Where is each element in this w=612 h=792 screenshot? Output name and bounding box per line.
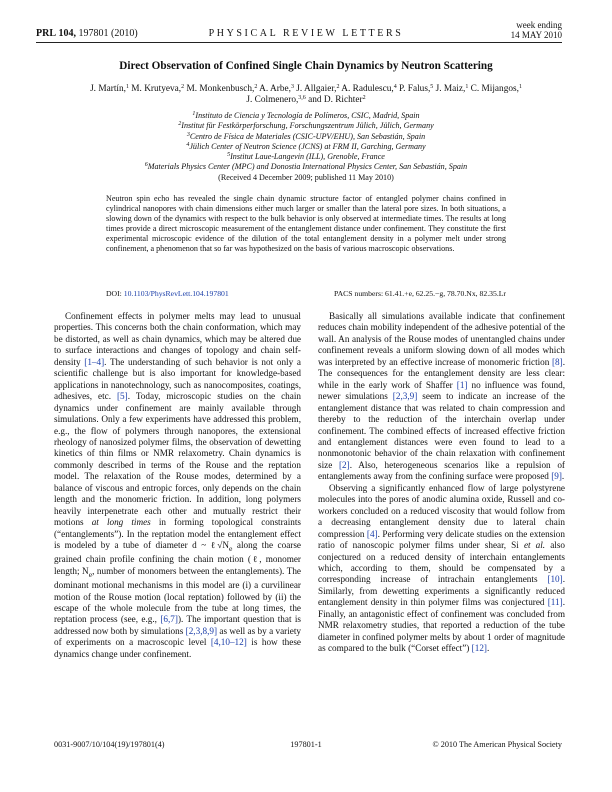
text-run: . The understanding of such behavior is not only a scientific challenge but is also important for knowledge-based applications in nanotechnology, such as nanocomposites, coatings, adhesives, etc. (54, 356, 301, 402)
author-list (50, 84, 562, 107)
text-run: ). The important question that is addressed now both by simulations (54, 614, 301, 636)
text-run: seem to indicate an increase of the entanglement distance that was related to chain compression and thereby to the reduction of the interchain overlap under confinement. The combined effects of increased effective friction and entanglement distances were even found to lead to a nonmonotonic behavior of the chain relaxation with confinement size (318, 391, 565, 470)
author: A. Radulescu, (339, 84, 394, 94)
text-run: . Performing very delicate studies on the extension ratio of nanoscopic polymer films under shear, Si (318, 528, 565, 551)
body-paragraph (318, 311, 565, 483)
author-affiliation-marker: 4 (393, 84, 397, 90)
received-dates: (Received 4 December 2009; published 11 May 2010) (218, 172, 394, 182)
affiliation (40, 162, 572, 172)
text-run: . Today, microscopic studies on the chain dynamics under confinement are mainly available through simulations. Only a few experiments have addressed this problem, e.g., the flow of polymers through nanopores, the extensional rheology of nanosized polymer films, the observation of dewetting kinetics of thin films or NMR relaxometry. Chain dynamics is commonly described in terms of the Rouse and the reptation model. The relaxation of the Rouse modes, determined by a balance of viscous and entropic forces, only depends on the chain length and the monomeric friction. In addition, long polymers heavily interpenetrate each other and mutually restrict their motions (54, 391, 302, 528)
affiliation-text: Institut für Festkörperforschung, Forschungszentrum Jülich, Jülich, Germany (181, 121, 434, 131)
body-paragraph (54, 311, 301, 660)
author: A. Arbe, (257, 84, 291, 94)
affiliation-number: 5 (227, 152, 231, 159)
citation-link[interactable]: [4,10–12] (210, 637, 247, 648)
text-run: Observing a significantly enhanced flow of large polystyrene molecules into the pores of anodic alumina oxide, Russell and co-workers concluded on a reduced viscosity that would follow from a decreasing entanglement density due to lateral chain compression (318, 482, 565, 539)
author-affiliation-marker: 2 (362, 95, 366, 102)
author-affiliation-marker: 3,6 (298, 95, 306, 102)
abstract: Neutron spin echo has revealed the single chain dynamic structure factor of entangled polymer chains confined in cylindrical nanopores with chain dimensions either much larger or smaller than the lateral pore sizes. In both situations, a slowing down of the dynamics with respect to the bulk behavior is only observed at intermediate times. The results at long times provide a direct microscopic measurement of the entanglement distance under confinement. They constitute the first experimental microscopic evidence of the dilution of the total entanglement density in a polymer melt under strong confinement, a phenomenon that so far was hypothesized on the basis of various macroscopic observations. (106, 194, 506, 254)
text-run: Basically all simulations available indicate that confinement reduces chain mobility independent of the adhesive potential of the wall. An analysis of the Rouse modes of unentangled chains under confinement reveals a uniform slowing down of all modes which was interpreted by an effective increase of monomeric friction (318, 311, 565, 367)
affiliation-number: 1 (192, 111, 196, 117)
citation-link[interactable]: [1] (456, 379, 468, 390)
citation-link[interactable]: [6,7] (160, 614, 178, 625)
text-run: Confinement effects in polymer melts may lead to unusual properties. This concerns both the chain conformation, which may be distorted, as well as chain dynamics, which may be altered due to surface interactions and changes of topology and chain self-density (54, 311, 301, 367)
journal-name: PHYSICAL REVIEW LETTERS (208, 28, 404, 39)
doi-link[interactable]: 10.1103/PhysRevLett.104.197801 (123, 289, 229, 298)
author: C. Mijangos, (468, 84, 519, 94)
journal-abbrev: PRL (36, 28, 56, 39)
week-ending-label: week ending (516, 20, 562, 30)
subscript: e (228, 543, 233, 553)
body-column-right (318, 311, 565, 655)
text-run: . Similarly, from dewetting experiments a significantly reduced entanglement density in thin polymer films was conjectured (318, 574, 565, 608)
author-affiliation-marker: 2 (254, 84, 258, 90)
header-rule (36, 42, 562, 43)
text-run: . Also, heterogeneous scenarios like a repulsion of entanglements away from the confining surface were proposed (318, 459, 565, 482)
citation-link[interactable]: [11] (547, 597, 563, 608)
citation-link[interactable]: [10] (547, 574, 563, 585)
author: J. Martín, (90, 84, 126, 94)
affiliation (40, 132, 572, 142)
author: M. Krutyeva, (128, 84, 182, 94)
issue-date-block (511, 20, 562, 40)
issn-code: 0031-9007/10/104(19)/197801(4) (54, 740, 165, 749)
author-affiliation-marker: 2 (336, 84, 340, 90)
affiliation (40, 121, 572, 131)
affiliation-text: Materials Physics Center (MPC) and Donostia International Physics Center, San Sebastián, Spain (147, 162, 468, 172)
citation-link[interactable]: [2] (338, 459, 350, 470)
citation-link[interactable]: [1–4] (84, 356, 105, 367)
affiliation (40, 142, 572, 152)
affiliation-number: 2 (178, 121, 182, 128)
body-column-left (54, 311, 301, 660)
doi-pacs-line (106, 289, 506, 298)
author-affiliation-marker: 3 (290, 84, 294, 90)
text-run: in forming topological constraints (“entanglements”). In the reptation model the entanglement effect is modeled by a tube of diameter d ~ ℓ√N (54, 517, 302, 551)
affiliation-text: Centro de Física de Materiales (CSIC-UPV/EHU), San Sebastián, Spain (189, 131, 426, 141)
affiliation-list (40, 111, 572, 183)
text-run: is how these dynamics change under confinement. (54, 637, 301, 659)
article-number: 197801 (2010) (78, 28, 138, 39)
copyright: © 2010 The American Physical Society (432, 740, 562, 749)
author-affiliation-marker: 1 (465, 84, 469, 90)
author-affiliation-marker: 5 (430, 84, 434, 90)
affiliation-number: 4 (186, 141, 190, 148)
paper-title: Direct Observation of Confined Single Chain Dynamics by Neutron Scattering (119, 60, 493, 72)
affiliation-text: Instituto de Ciencia y Tecnología de Polímeros, CSIC, Madrid, Spain (195, 111, 420, 120)
author: P. Falus, (396, 84, 431, 94)
affiliation-text: Institut Laue-Langevin (ILL), Grenoble, France (230, 152, 385, 162)
text-run: , number of monomers between the entanglements). The dominant motional mechanisms in this model are (i) a curvilinear motion of the Rouse motion (local reptation) followed by (ii) the escape of the whole molecule from the tube at long times, the reptation process (see, e.g., (54, 565, 301, 625)
affiliation-number: 3 (186, 131, 190, 138)
citation-link[interactable]: [2,3,9] (392, 391, 418, 402)
affiliation-number: 6 (144, 162, 148, 169)
doi-label: DOI: (106, 289, 122, 298)
text-run: no influence was found, newer simulations (318, 379, 565, 402)
citation-link[interactable]: [8] (551, 356, 563, 367)
author-affiliation-marker: 1 (125, 84, 129, 90)
body-paragraph (318, 483, 565, 655)
text-run: also conjectured on a reduced density of interchain entanglements which, according to them, should be compensated by a corresponding increase of intrachain entanglements (318, 540, 565, 585)
affiliation-text: Jülich Center of Neutron Science (JCNS) at FRM II, Garching, Germany (189, 141, 426, 151)
citation-link[interactable]: [9] (551, 471, 562, 482)
emphasis: et al. (523, 540, 546, 551)
citation-link[interactable]: [5] (117, 391, 128, 402)
page-number: 197801-1 (290, 740, 322, 749)
author: J. Allgaier, (293, 84, 337, 94)
text-run: as well as by a variety of experiments on a macroscopic level (54, 625, 301, 648)
text-run: . (486, 643, 490, 654)
issue-date: 14 MAY 2010 (510, 30, 562, 40)
citation-link[interactable]: [12] (471, 643, 487, 654)
subscript: e (88, 569, 93, 579)
author: J. Maiz, (433, 84, 466, 94)
citation-link[interactable]: [4] (366, 528, 378, 539)
journal-volume: 104, (58, 28, 76, 39)
text-run: . (561, 471, 565, 482)
author: M. Monkenbusch, (184, 84, 255, 94)
affiliation (40, 111, 572, 121)
pacs-numbers: PACS numbers: 61.41.+e, 62.25.−g, 78.70.Nx, 82.35.Lr (334, 289, 506, 298)
affiliation (40, 152, 572, 162)
author: and D. Richter (305, 95, 363, 106)
author-affiliation-marker: 1 (518, 84, 522, 90)
emphasis: at long times (91, 517, 151, 528)
text-run: . Finally, an antagonistic effect of confinement was concluded from NMR relaxometry studies, that reported a reduction of the tube diameter in confined polymer melts by about 1 order of magnitude as compared to the bulk (“Corset effect”) (318, 597, 565, 654)
author-affiliation-marker: 2 (181, 84, 185, 90)
text-run: . The consequences for the entanglement density are less clear: while in the early work of Shaffer (318, 356, 565, 390)
author: J. Colmenero, (246, 95, 299, 106)
citation-link[interactable]: [2,3,8,9] (185, 625, 218, 636)
text-run: along the coarse grained chain profile confining the chain motion (ℓ, monomer length; N (54, 540, 301, 576)
